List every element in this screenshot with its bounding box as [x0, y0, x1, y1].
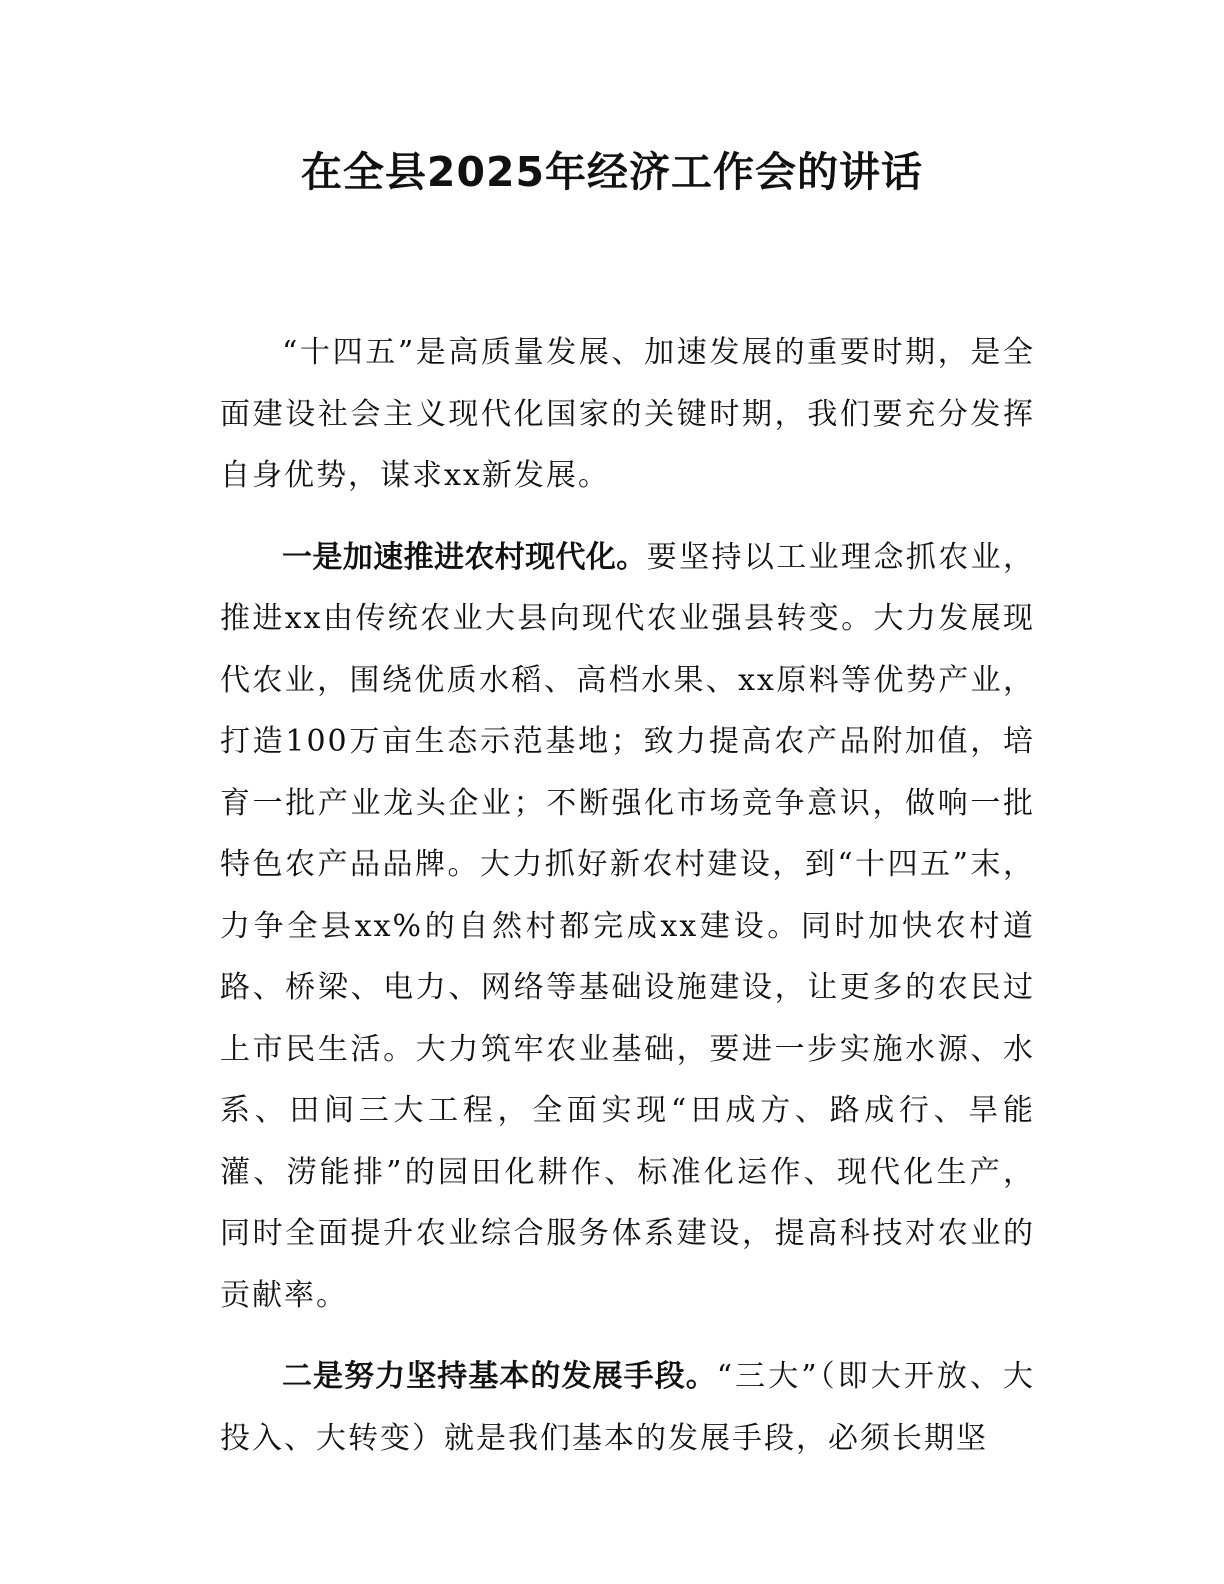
paragraph-lead: 二是努力坚持基本的发展手段。: [282, 1359, 717, 1394]
paragraph-rural-modernization: [220, 527, 1035, 1327]
document-body: [220, 322, 1035, 1489]
paragraph-development-means: [220, 1346, 1035, 1469]
paragraph-text: “三大”（即大开放、大投入、大转变）就是我们基本的发展手段，必须长期坚: [220, 1359, 1035, 1456]
paragraph-lead: 一是加速推进农村现代化。: [282, 539, 647, 575]
document-title: 在全县2025年经济工作会的讲话: [300, 148, 924, 196]
paragraph-text: “十四五”是高质量发展、加速发展的重要时期，是全面建设社会主义现代化国家的关键时期，我们要充分发挥自身优势，谋求xx新发展。: [220, 335, 1035, 493]
paragraph-text: 要坚持以工业理念抓农业，推进xx由传统农业大县向现代农业强县转变。大力发展现代农业，围绕优质水稻、高档水果、xx原料等优势产业，打造100万亩生态示范基地；致力提高农产品附加值，培育一批产业龙头企业；不断强化市场竞争意识，做响一批特色农产品品牌。大力抓好新农村建设，到“十四五”末，力争全县xx%的自然村都完成xx建设。同时加快农村道路、桥梁、电力、网络等基础设施建设，让更多的农民过上市民生活。大力筑牢农业基础，要进一步实施水源、水系、田间三大工程，全面实现“田成方、路成行、旱能灌、涝能排”的园田化耕作、标准化运作、现代化生产，同时全面提升农业综合服务体系建设，提高科技对农业的贡献率。: [220, 539, 1036, 1313]
paragraph-intro: [220, 322, 1035, 507]
